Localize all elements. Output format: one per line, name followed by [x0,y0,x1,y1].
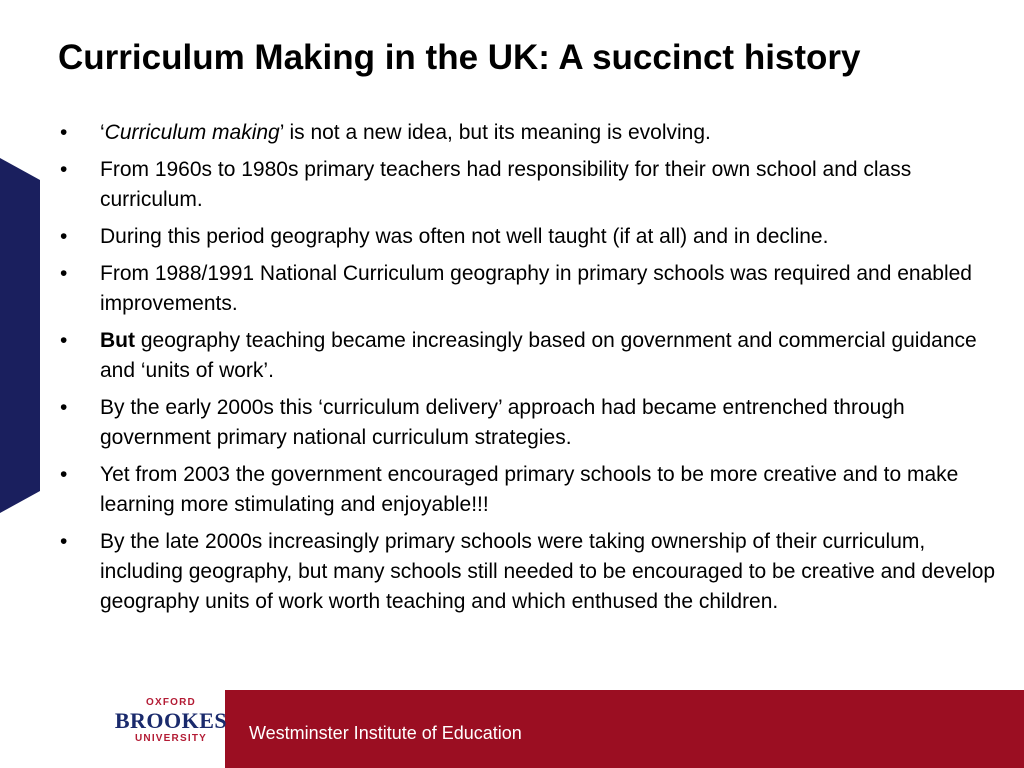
bullet-item [60,155,1010,215]
bullet-dot: • [60,158,68,181]
logo-bottom-text: UNIVERSITY [134,733,207,744]
bullet-text: ’ is not a new idea, but its meaning is evolving. [279,121,711,144]
bullet-item [60,222,1010,252]
bullet-list [60,118,1010,624]
oxford-brookes-logo [112,697,230,749]
logo-top-text: OXFORD [146,697,196,708]
bullet-item [60,326,1010,386]
bullet-text: By the late 2000s increasingly primary schools were taking ownership of their curriculum, including geography, but many schools still needed to be encouraged to be creative and develop geography units of work worth teaching and which enthused the children. [100,530,996,613]
bullet-item [60,393,1010,453]
institute-name: Westminster Institute of Education [249,723,522,743]
bullet-item [60,259,1010,319]
bullet-text: During this period geography was often not well taught (if at all) and in decline. [100,225,829,248]
bullet-emphasis: Curriculum making [104,121,280,144]
bullet-dot: • [60,121,68,144]
bullet-bold: But [100,329,135,352]
bullet-item [60,527,1010,617]
bullet-text: By the early 2000s this ‘curriculum delivery’ approach had became entrenched through government primary national curriculum strategies. [100,396,905,449]
bullet-dot: • [60,530,68,553]
bullet-dot: • [60,225,68,248]
bullet-text: From 1960s to 1980s primary teachers had responsibility for their own school and class curriculum. [100,158,912,211]
bullet-dot: • [60,463,68,486]
slide-title: Curriculum Making in the UK: A succinct history [58,38,861,77]
logo-middle-text: BROOKES [114,708,228,733]
bullet-dot: • [60,396,68,419]
bullet-item [60,460,1010,520]
bullet-dot: • [60,262,68,285]
bullet-text: Yet from 2003 the government encouraged primary schools to be more creative and to make learning more stimulating and enjoyable!!! [100,463,959,516]
bullet-text: From 1988/1991 National Curriculum geography in primary schools was required and enabled improvements. [100,262,972,315]
bullet-dot: • [60,329,68,352]
bullet-item [60,118,1010,148]
open-quote: ‘ [100,121,105,144]
bullet-text: geography teaching became increasingly based on government and commercial guidance and ‘units of work’. [100,329,977,382]
side-accent-band [0,158,40,513]
